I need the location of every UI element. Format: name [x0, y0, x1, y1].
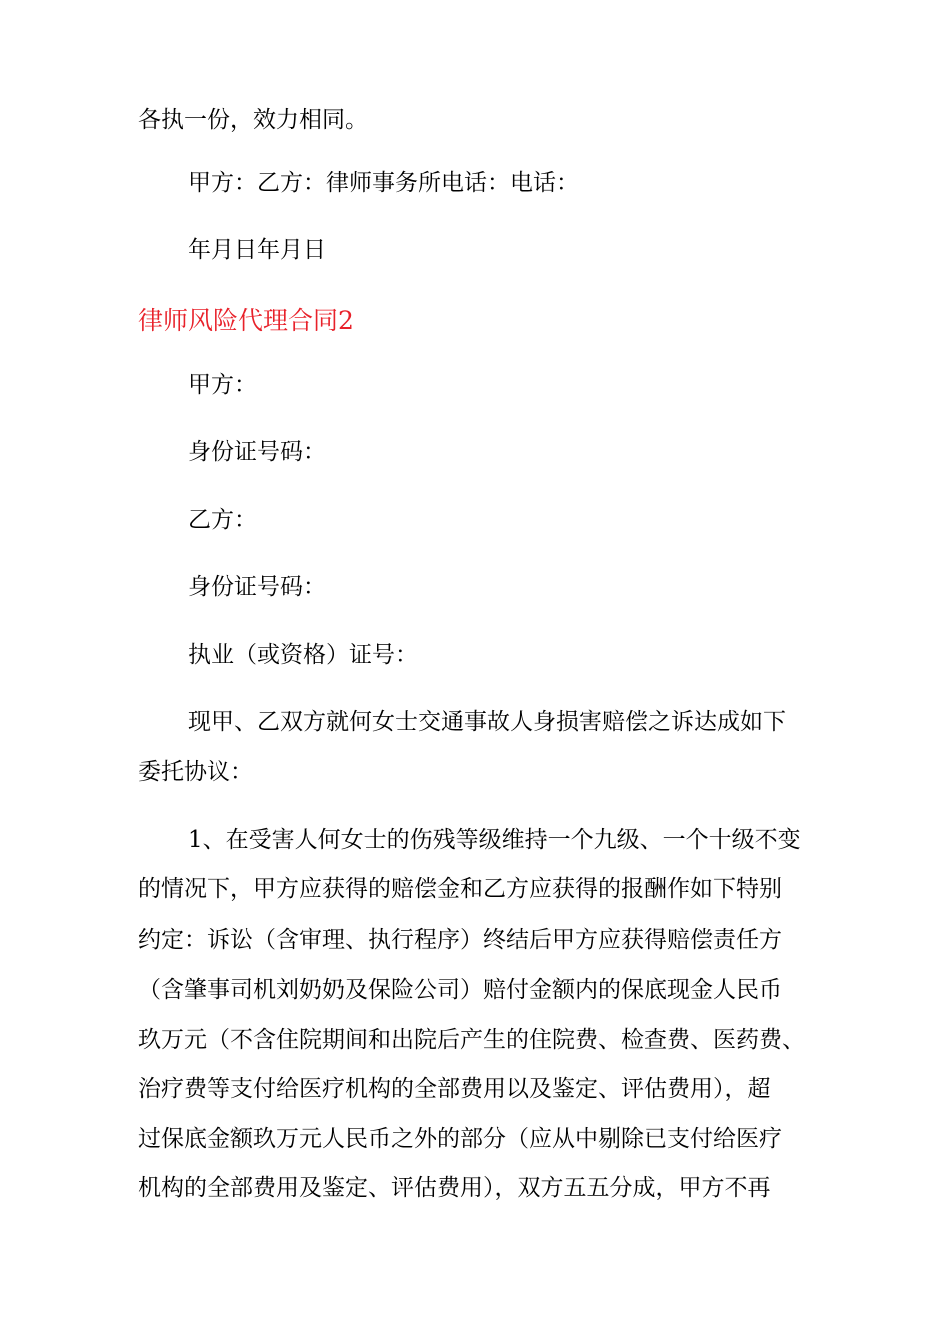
id-number-label-a: 身份证号码： — [188, 439, 326, 465]
closing-sentence: 各执一份，效力相同。 — [138, 107, 368, 133]
clause-1-line-6: 治疗费等支付给医疗机构的全部费用以及鉴定、评估费用），超 — [138, 1076, 771, 1102]
intro-paragraph-line-1: 现甲、乙双方就何女士交通事故人身损害赔偿之诉达成如下 — [188, 709, 786, 735]
clause-1-line-4: （含肇事司机刘奶奶及保险公司）赔付金额内的保底现金人民币 — [138, 977, 782, 1003]
party-b-label: 乙方： — [188, 507, 257, 533]
id-number-label-b: 身份证号码： — [188, 574, 326, 600]
party-a-label: 甲方： — [188, 372, 257, 398]
date-line: 年月日年月日 — [188, 237, 326, 263]
clause-1-line-5: 玖万元（不含住院期间和出院后产生的住院费、检查费、医药费、 — [138, 1027, 805, 1053]
clause-1-line-3: 约定：诉讼（含审理、执行程序）终结后甲方应获得赔偿责任方 — [138, 927, 782, 953]
intro-paragraph-line-2: 委托协议： — [138, 759, 253, 785]
clause-1-line-1: 1、在受害人何女士的伤残等级维持一个九级、一个十级不变 — [188, 827, 801, 853]
license-number-label: 执业（或资格）证号： — [188, 642, 418, 668]
clause-1-line-2: 的情况下，甲方应获得的赔偿金和乙方应获得的报酬作如下特别 — [138, 876, 782, 902]
section-title: 律师风险代理合同2 — [138, 306, 354, 335]
clause-1-line-8: 机构的全部费用及鉴定、评估费用），双方五五分成，甲方不再 — [138, 1175, 771, 1201]
signature-line: 甲方：乙方：律师事务所电话：电话： — [188, 170, 579, 196]
clause-1-line-7: 过保底金额玖万元人民币之外的部分（应从中剔除已支付给医疗 — [138, 1126, 782, 1152]
